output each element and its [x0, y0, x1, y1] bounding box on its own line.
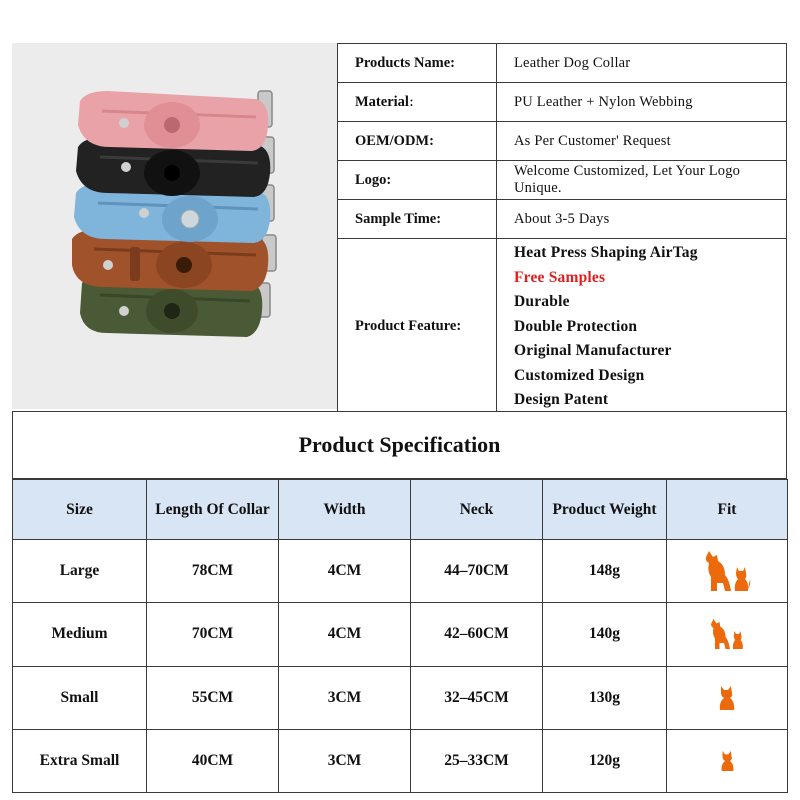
info-label: Products Name: — [338, 44, 497, 83]
info-row-material — [338, 83, 787, 122]
info-row-products-name — [338, 44, 787, 83]
length-cell: 78CM — [147, 540, 279, 603]
table-row — [13, 666, 788, 729]
weight-cell: 148g — [543, 540, 667, 603]
column-header-neck: Neck — [411, 480, 543, 540]
dog-and-cat-icon — [703, 549, 751, 593]
table-row — [13, 603, 788, 666]
fit-cell — [667, 666, 788, 729]
cat-icon — [720, 750, 735, 772]
size-cell: Extra Small — [13, 729, 147, 792]
info-row-sample-time — [338, 200, 787, 239]
width-cell: 3CM — [279, 666, 411, 729]
neck-cell: 44–70CM — [411, 540, 543, 603]
feature-list — [514, 241, 786, 413]
info-value: Welcome Customized, Let Your Logo Unique. — [497, 161, 787, 200]
column-header-width: Width — [279, 480, 411, 540]
feature-list-cell — [497, 239, 787, 416]
fit-cell — [667, 603, 788, 666]
feature-item: Customized Design — [514, 366, 645, 384]
length-cell: 70CM — [147, 603, 279, 666]
info-value: As Per Customer' Request — [497, 122, 787, 161]
column-header-weight: Product Weight — [543, 480, 667, 540]
dog-and-cat-icon — [709, 617, 745, 651]
info-row-oem-odm — [338, 122, 787, 161]
weight-cell: 120g — [543, 729, 667, 792]
spec-title-box — [12, 411, 787, 479]
table-row — [13, 729, 788, 792]
info-value: About 3-5 Days — [497, 200, 787, 239]
column-header-size: Size — [13, 480, 147, 540]
info-label: OEM/ODM: — [338, 122, 497, 161]
size-cell: Medium — [13, 603, 147, 666]
width-cell: 4CM — [279, 603, 411, 666]
product-photo — [12, 43, 337, 409]
feature-item: Double Protection — [514, 317, 638, 335]
info-row-product-feature — [338, 239, 787, 416]
cat-icon — [718, 685, 736, 711]
length-cell: 40CM — [147, 729, 279, 792]
info-value: Leather Dog Collar — [497, 44, 787, 83]
product-info-table — [337, 43, 787, 416]
column-header-fit: Fit — [667, 480, 788, 540]
size-cell: Large — [13, 540, 147, 603]
info-label: Product Feature: — [338, 239, 497, 416]
size-cell: Small — [13, 666, 147, 729]
neck-cell: 25–33CM — [411, 729, 543, 792]
feature-item-free-samples: Free Samples — [514, 268, 606, 286]
feature-item: Original Manufacturer — [514, 342, 672, 359]
spec-table — [12, 479, 788, 793]
weight-cell: 140g — [543, 603, 667, 666]
feature-item: Heat Press Shaping AirTag — [514, 244, 698, 261]
info-row-logo — [338, 161, 787, 200]
neck-cell: 32–45CM — [411, 666, 543, 729]
width-cell: 3CM — [279, 729, 411, 792]
info-label: Material։ — [338, 83, 497, 122]
length-cell: 55CM — [147, 666, 279, 729]
feature-item: Durable — [514, 293, 570, 310]
info-value: PU Leather + Nylon Webbing — [497, 83, 787, 122]
info-label: Logo: — [338, 161, 497, 200]
fit-cell — [667, 540, 788, 603]
fit-cell — [667, 729, 788, 792]
column-header-length: Length Of Collar — [147, 480, 279, 540]
neck-cell: 42–60CM — [411, 603, 543, 666]
info-label: Sample Time: — [338, 200, 497, 239]
table-row — [13, 540, 788, 603]
feature-item: Design Patent — [514, 391, 609, 408]
spec-header-row — [13, 480, 788, 540]
width-cell: 4CM — [279, 540, 411, 603]
spec-title: Product Specification — [298, 432, 501, 457]
weight-cell: 130g — [543, 666, 667, 729]
